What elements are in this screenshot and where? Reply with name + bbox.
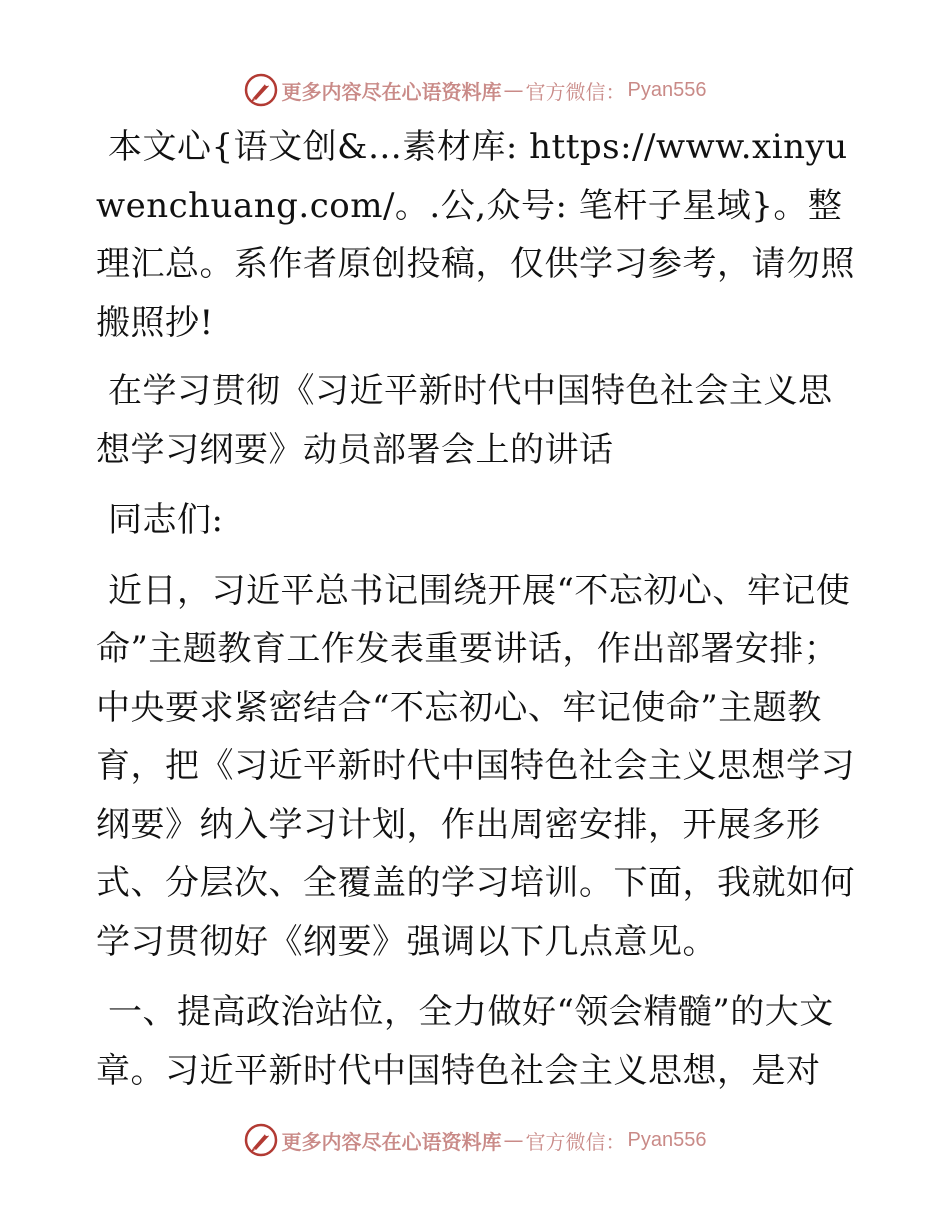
watermark-wechat-id: Pyan556 (627, 1128, 707, 1151)
watermark-text: 更多内容尽在心语资料库 (281, 1129, 502, 1154)
watermark-dash: — (503, 78, 524, 102)
watermark-text: 更多内容尽在心语资料库 (281, 79, 502, 104)
source-notice-paragraph: 本文心{语文创&…素材库: https://www.xinyuwenchuang.com/。.公,众号: 笔杆子星域}。整理汇总。系作者原创投稿，仅供学习参考，请勿照搬照抄! (96, 127, 855, 343)
salutation: 同志们: (108, 500, 224, 540)
watermark-wechat-label: 官方微信： (525, 1129, 626, 1154)
pen-logo-icon (244, 1123, 278, 1157)
body-paragraph: 近日，习近平总书记围绕开展“不忘初心、牢记使命”主题教育工作发表重要讲话，作出部署安排；中央要求紧密结合“不忘初心、牢记使命”主题教育，把《习近平新时代中国特色社会主义思想学习纲要》纳入学习计划，作出周密安排，开展多形式、分层次、全覆盖的学习培训。下面，我就如何学习贯彻好《纲要》强调以下几点意见。 (96, 570, 855, 962)
section-one-paragraph: 一、提高政治站位，全力做好“领会精髓”的大文章。习近平新时代中国特色社会主义思想，是对 (96, 992, 834, 1091)
header-watermark (0, 70, 950, 110)
document-body (96, 118, 856, 1112)
watermark-wechat-label: 官方微信： (525, 79, 626, 104)
watermark-wechat-id: Pyan556 (627, 78, 707, 101)
footer-watermark (0, 1120, 950, 1160)
watermark-dash: — (503, 1128, 524, 1152)
speech-title: 在学习贯彻《习近平新时代中国特色社会主义思想学习纲要》动员部署会上的讲话 (96, 371, 833, 470)
pen-logo-icon (244, 73, 278, 107)
